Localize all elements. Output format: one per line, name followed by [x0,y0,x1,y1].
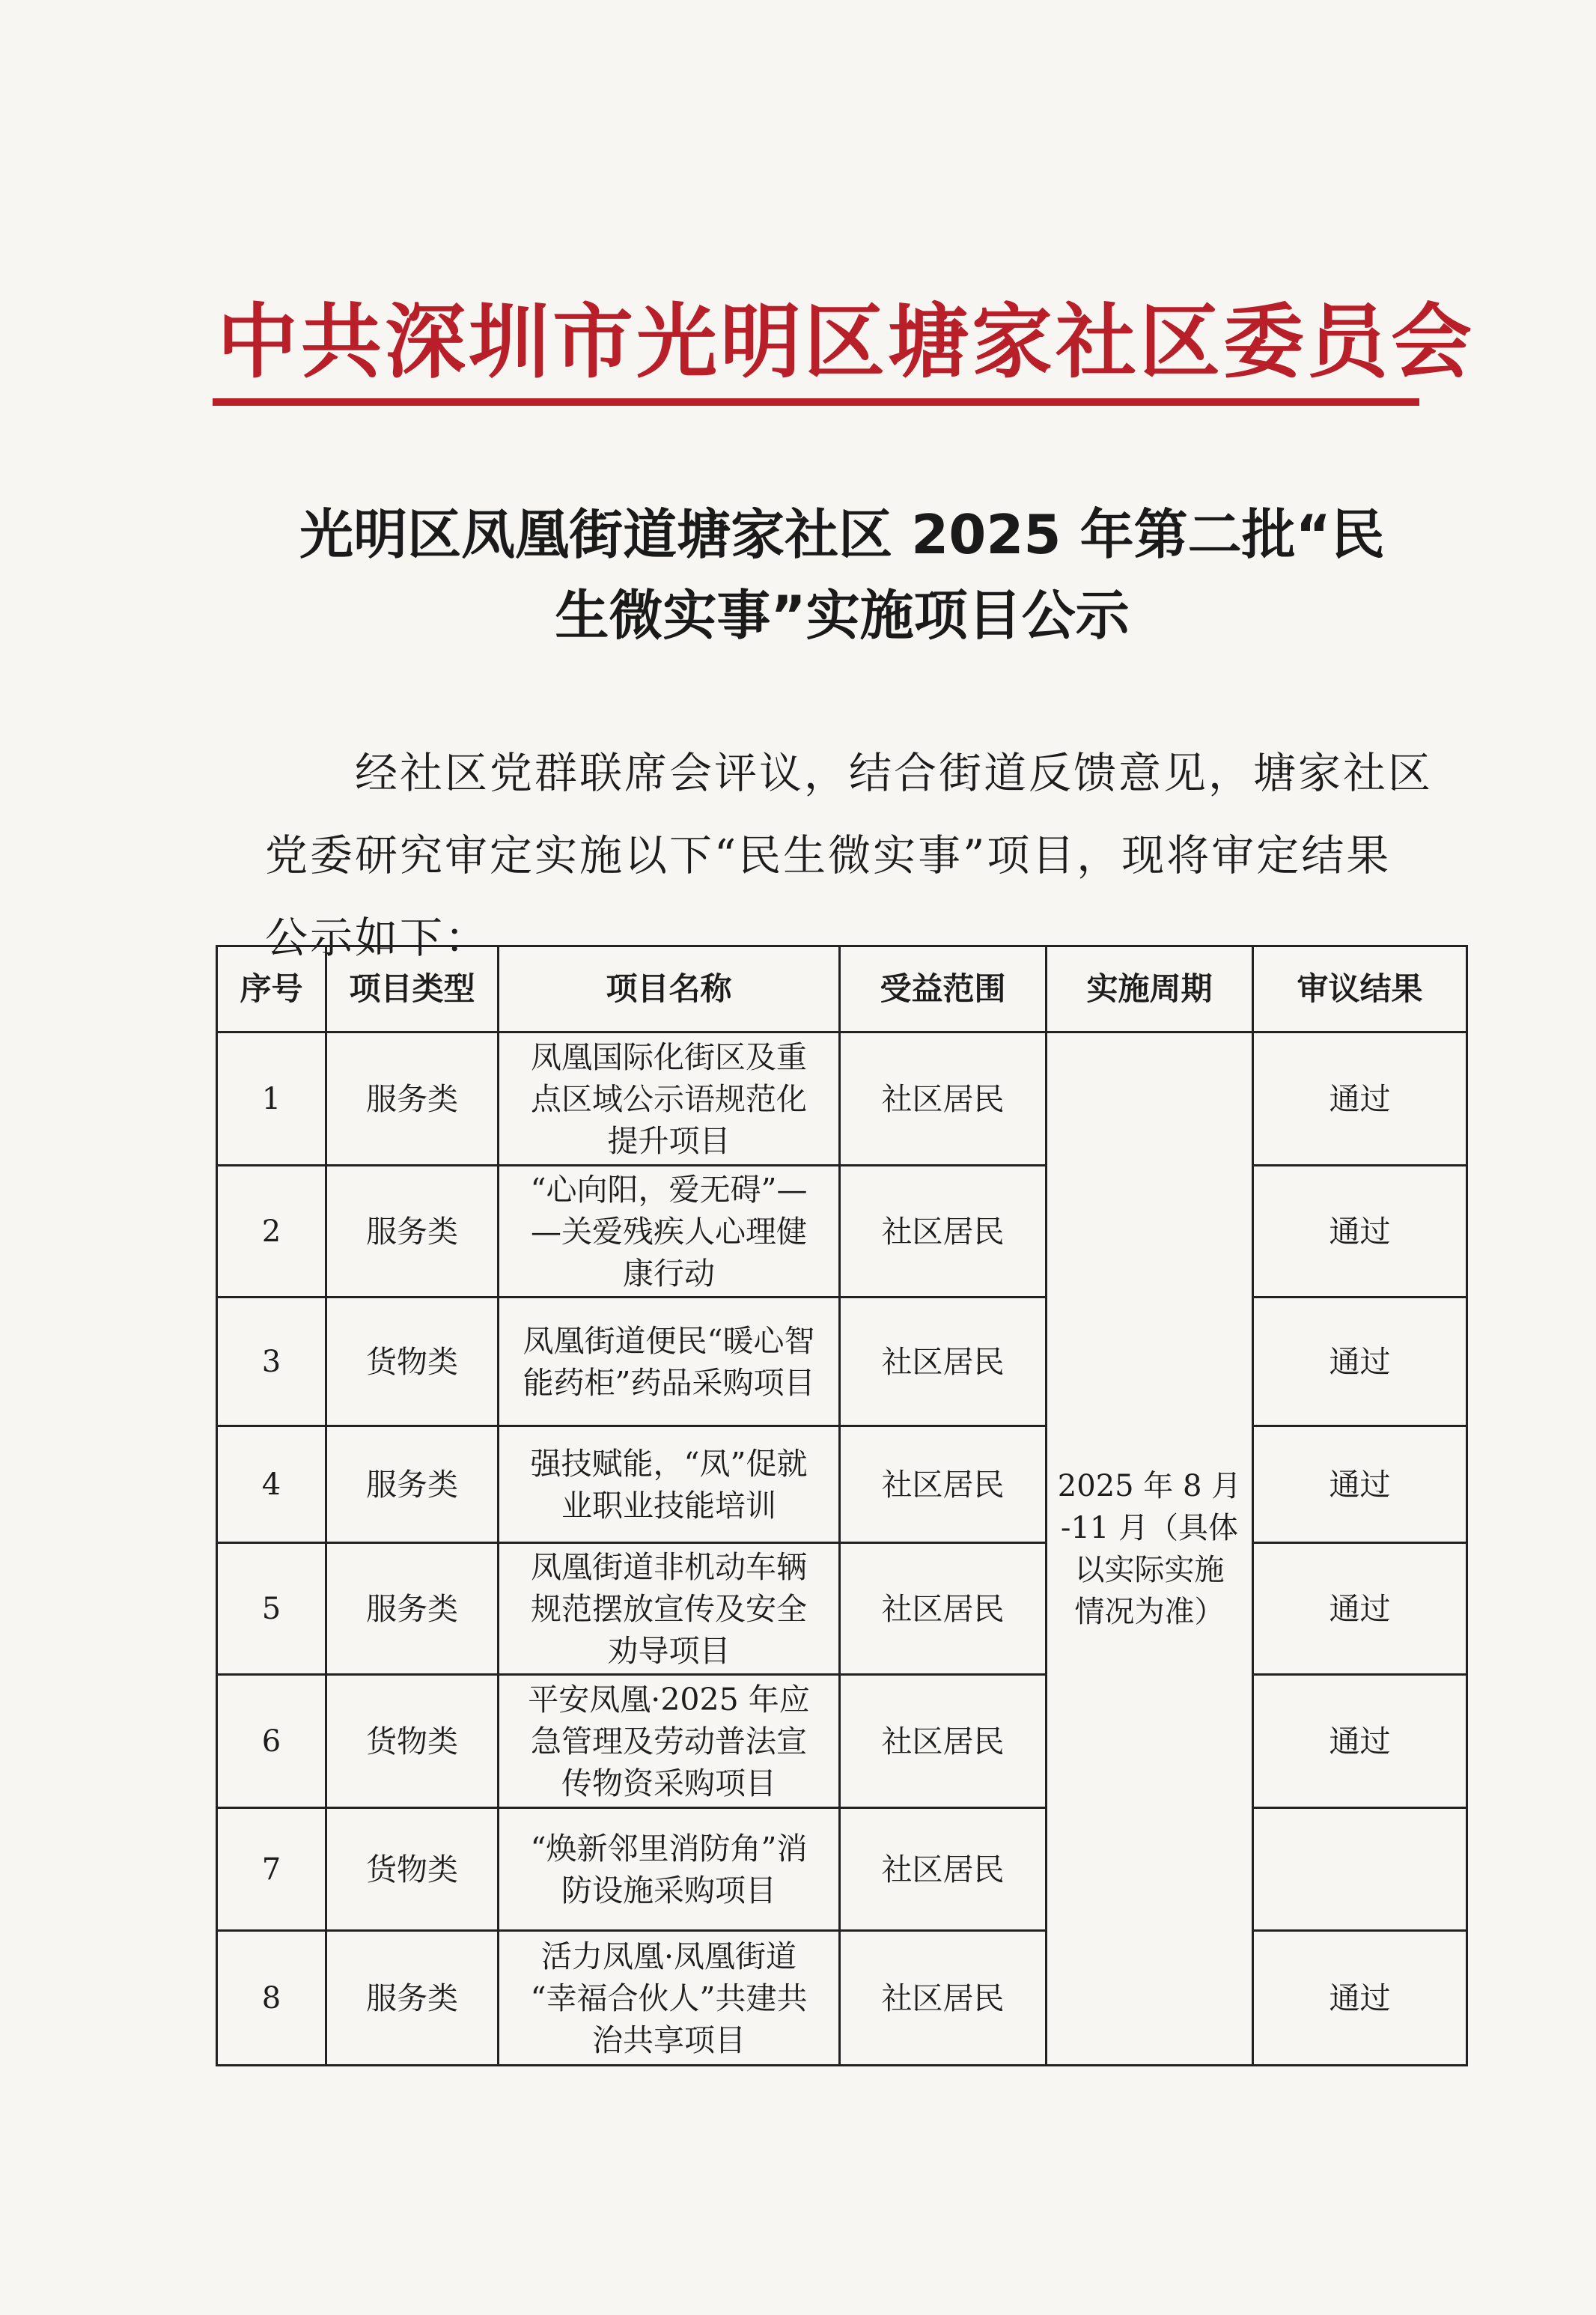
row-type: 服务类 [326,1931,499,2066]
row-name [499,1426,840,1543]
intro-line-1: 经社区党群联席会评议，结合街道反馈意见，塘家社区 [355,749,1433,798]
period-line-2: -11 月（具体 [1060,1510,1239,1545]
row-name [499,1543,840,1675]
header-no: 序号 [217,946,326,1032]
table-row [217,1543,1467,1675]
row-scope: 社区居民 [840,1032,1047,1166]
row-name-line: 规范摆放宣传及安全 [531,1590,807,1627]
intro-line-3: 公示如下： [265,913,490,963]
row-name-line: 强技赋能，“凤”促就 [530,1445,808,1482]
row-scope: 社区居民 [840,1675,1047,1808]
row-type: 服务类 [326,1032,499,1166]
row-name-line: 传物资采购项目 [561,1765,776,1801]
row-result [1253,1808,1467,1931]
row-name [499,1931,840,2066]
row-result: 通过 [1253,1931,1467,2066]
row-name-line: 凤凰街道非机动车辆 [531,1548,807,1585]
row-type: 货物类 [326,1675,499,1808]
intro-paragraph [265,732,1433,979]
row-name-line: 防设施采购项目 [561,1872,776,1908]
table-row [217,1166,1467,1298]
row-name [499,1298,840,1426]
row-name-line: 治共享项目 [592,2022,746,2058]
org-masthead: 中共深圳市光明区塘家社区委员会 [217,296,1475,389]
row-name-line: 康行动 [623,1255,715,1292]
row-scope: 社区居民 [840,1166,1047,1298]
row-scope: 社区居民 [840,1298,1047,1426]
header-name: 项目名称 [499,946,840,1032]
row-no: 5 [217,1543,326,1675]
table-row [217,1675,1467,1808]
row-no: 4 [217,1426,326,1543]
header-type: 项目类型 [326,946,499,1032]
row-scope: 社区居民 [840,1426,1047,1543]
row-result: 通过 [1253,1298,1467,1426]
row-no: 8 [217,1931,326,2066]
row-no: 3 [217,1298,326,1426]
row-no: 6 [217,1675,326,1808]
row-type: 货物类 [326,1298,499,1426]
row-name [499,1166,840,1298]
row-scope: 社区居民 [840,1931,1047,2066]
title-line-2: 生微实事”实施项目公示 [555,584,1130,647]
row-name-line: “幸福合伙人”共建共 [530,1980,808,2016]
row-name-line: 凤凰国际化街区及重 [531,1038,807,1075]
document-title [247,494,1437,656]
row-type: 服务类 [326,1543,499,1675]
period-line-3: 以实际实施 [1074,1552,1225,1587]
period-line-4: 情况为准） [1074,1594,1225,1629]
row-name-line: 凤凰街道便民“暖心智 [523,1322,815,1359]
red-divider-line [213,398,1419,406]
header-scope: 受益范围 [840,946,1047,1032]
projects-table [216,945,1468,2066]
row-result: 通过 [1253,1543,1467,1675]
table-row [217,1931,1467,2066]
intro-line-2: 党委研究审定实施以下“民生微实事”项目，现将审定结果 [265,831,1392,880]
row-name-line: 劝导项目 [607,1632,731,1669]
row-name [499,1808,840,1931]
row-name-line: 能药柜”药品采购项目 [523,1364,815,1401]
row-name [499,1675,840,1808]
row-type: 服务类 [326,1166,499,1298]
table-row [217,1808,1467,1931]
row-no: 7 [217,1808,326,1931]
row-name-line: “焕新邻里消防角”消 [530,1830,808,1867]
row-name-line: 业职业技能培训 [561,1487,776,1524]
title-line-1: 光明区凤凰街道塘家社区 2025 年第二批“民 [299,503,1385,566]
row-no: 2 [217,1166,326,1298]
row-name-line: 提升项目 [607,1122,731,1159]
row-name-line: 点区域公示语规范化 [531,1080,807,1117]
row-scope: 社区居民 [840,1543,1047,1675]
table-header-row [217,946,1467,1032]
row-result: 通过 [1253,1675,1467,1808]
row-result: 通过 [1253,1426,1467,1543]
row-name-line: “心向阳，爱无碍”— [530,1171,808,1208]
table-row [217,1426,1467,1543]
row-name-line: 平安凤凰·2025 年应 [528,1681,810,1718]
row-name-line: 活力凤凰·凤凰街道 [540,1938,797,1974]
header-period: 实施周期 [1047,946,1253,1032]
row-name [499,1032,840,1166]
header-result: 审议结果 [1253,946,1467,1032]
implementation-period-cell [1047,1032,1253,2066]
period-line-1: 2025 年 8 月 [1057,1468,1242,1503]
row-type: 货物类 [326,1808,499,1931]
table-row [217,1298,1467,1426]
table-row [217,1032,1467,1166]
row-name-line: —关爱残疾人心理健 [531,1213,807,1250]
row-name-line: 急管理及劳动普法宣 [531,1723,807,1759]
row-result: 通过 [1253,1032,1467,1166]
row-no: 1 [217,1032,326,1166]
row-result: 通过 [1253,1166,1467,1298]
row-scope: 社区居民 [840,1808,1047,1931]
row-type: 服务类 [326,1426,499,1543]
